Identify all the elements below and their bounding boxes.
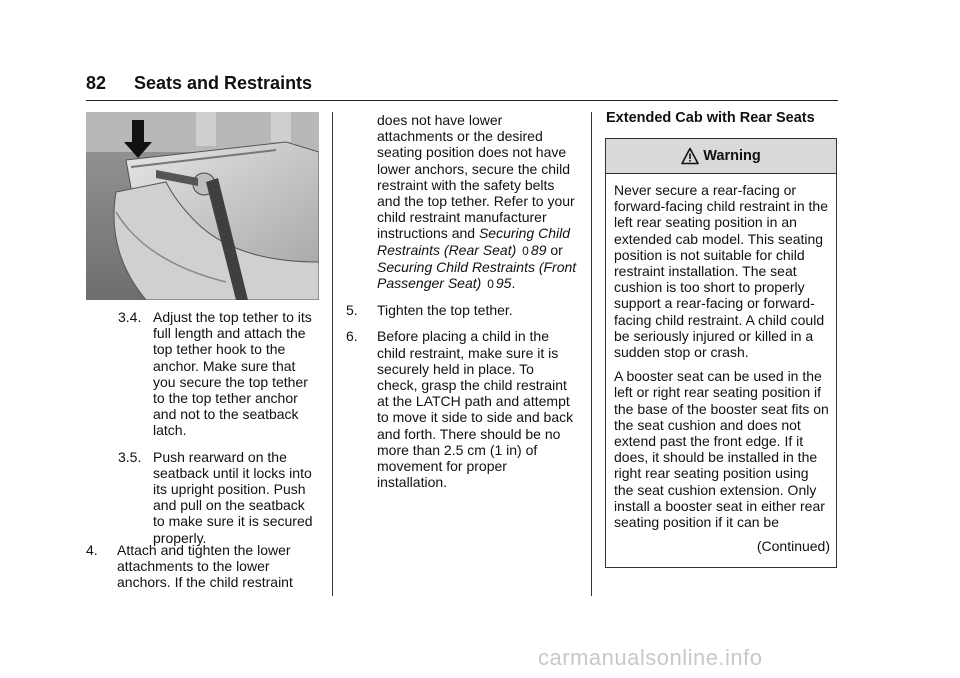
ref-page-89[interactable]: 89 [530,241,547,258]
page-section-title: Seats and Restraints [134,73,313,93]
seat-tether-illustration [86,112,319,300]
continued-label: (Continued) [756,538,830,555]
step-number: 4. [86,542,98,558]
step-6 [346,328,578,490]
step-4-continued-text: does not have lower attachments or the desired seating position does not have lower anchors, secure the child restraint with the safety belts and the top tether. Refer to your child restraint manufacturer instructions and [377,112,575,242]
step-3-4 [118,309,318,439]
step-text: Adjust the top tether to its full length and attach the top tether hook to the anchor. Make sure that you secure the top tether to the top tether anchor and not to the seatback latch. [153,309,312,439]
step-4-continued [377,112,578,292]
step-number: 5. [346,302,358,319]
column-2 [346,112,578,490]
column-divider-1 [332,112,333,596]
page-ref-arrow-icon: 0 [487,277,494,292]
column-divider-2 [591,112,592,596]
warning-title: Warning [703,148,761,164]
column-1-steps [118,309,318,556]
warning-header [606,139,836,174]
or-text: or [550,241,563,258]
warning-body [606,174,836,554]
watermark: carmanualsonline.info [538,645,763,670]
header-rule [86,100,838,101]
warning-icon [681,147,699,165]
ref-link-front-passenger-seat[interactable]: Securing Child Restraints (Front Passenger Seat) [377,258,577,292]
page-ref-arrow-icon: 0 [522,243,529,258]
warning-paragraph-1: Never secure a rear-facing or forward-facing child restraint in the left rear seating position in an extended cab model. This seating position is not suitable for child restraint installation. The seat cushion is too short to properly support a rear-facing or forward-facing child restraint. A child could be seriously injured or killed in a sudden stop or crash. [614,182,828,361]
seat-tether-icon [86,112,319,300]
ref-link-rear-seat[interactable]: Securing Child Restraints (Rear Seat) [377,225,571,258]
section-title: Extended Cab with Rear Seats [606,110,815,126]
step-5 [346,302,578,318]
step-text: Attach and tighten the lower attachments to the lower anchors. If the child restraint [117,542,293,591]
step-text: Push rearward on the seatback until it locks into its upright position. Push and pull on the seatback to make sure it is secured properly. [153,448,313,546]
period: . [511,275,516,292]
step-3-5 [118,449,318,546]
warning-box [605,138,837,568]
page-number: 82 [86,73,107,93]
step-number: 3.5. [118,448,142,465]
step-text: Before placing a child in the child restraint, make sure it is securely held in place. To check, grasp the child restraint at the LATCH path and attempt to move it side to side and back and forth. There should be no more than 2.5 cm (1 in) of movement for proper installation. [377,328,574,491]
ref-page-95[interactable]: 95 [495,275,512,292]
step-number: 6. [346,328,358,345]
step-text: Tighten the top tether. [377,302,513,319]
step-number: 3.4. [118,309,142,325]
column-1-step-4 [86,542,318,591]
warning-paragraph-2: A booster seat can be used in the left or right rear seating position if the base of the booster seat fits on the seat cushion and does not extend past the front edge. If it does, it should be installed in the right rear seating position using the seat cushion extension. Only install a booster seat in either rear seating position if it can be [614,368,829,531]
step-4 [86,542,318,591]
page-header [86,72,838,94]
